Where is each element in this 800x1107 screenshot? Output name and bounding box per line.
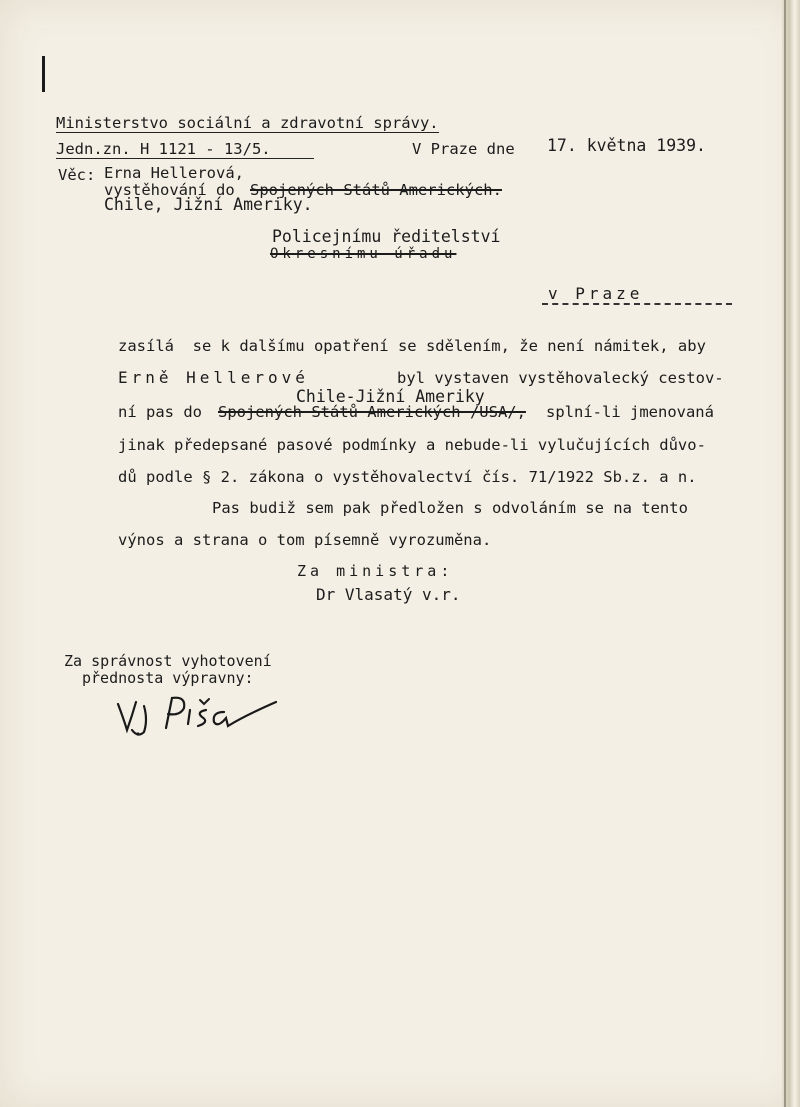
- body-line3b: splní-li jmenovaná: [546, 403, 714, 421]
- handwritten-signature: [114, 690, 284, 740]
- recipient-line1: Policejnímu ředitelství: [272, 227, 501, 246]
- certification-line2: přednosta výpravny:: [82, 669, 254, 687]
- emigration-prefix: vystěhování do: [104, 181, 235, 199]
- certification-line1: Za správnost vyhotovení: [64, 652, 272, 670]
- body-name: Erně Hellerové: [118, 368, 309, 387]
- recipient-line2-struck: Okresnímu úřadu: [270, 246, 457, 262]
- body-line4: jinak předepsané pasové podmínky a nebude-li vylučujících důvo-: [118, 436, 706, 454]
- place-date-label: V Praze dne: [412, 140, 515, 158]
- emigration-destination: Chile, Jižní Ameriky.: [104, 195, 313, 214]
- body-line2: byl vystaven vystěhovalecký cestov-: [397, 369, 724, 387]
- recipient-city: v Praze: [548, 284, 644, 303]
- destination-insertion: Chile-Jižní Ameriky: [296, 387, 485, 406]
- document-date: 17. května 1939.: [547, 136, 706, 155]
- signatory: Dr Vlasatý v.r.: [316, 585, 461, 604]
- subject-label: Věc:: [58, 166, 96, 184]
- emigration-struck: Spojených Států Amerických.: [250, 181, 502, 199]
- reference-number: Jedn.zn. H 1121 - 13/5.: [56, 140, 314, 159]
- body-line3-struck: Spojených Států Amerických /USA/,: [218, 403, 526, 421]
- body-line6: Pas budiž sem pak předložen s odvoláním se na tento: [212, 499, 688, 517]
- ministry-heading: Ministerstvo sociální a zdravotní správy.: [56, 114, 439, 132]
- margin-mark: [42, 56, 45, 92]
- for-minister: Za ministra:: [297, 562, 454, 580]
- body-line5: dů podle § 2. zákona o vystěhovalectví čís. 71/1922 Sb.z. a n.: [118, 468, 697, 486]
- body-line1: zasílá se k dalšímu opatření se sdělením, že není námitek, aby: [118, 337, 706, 355]
- body-line7: výnos a strana o tom písemně vyrozuměna.: [118, 531, 492, 549]
- subject-name: Erna Hellerová,: [104, 164, 244, 182]
- city-underline: [542, 303, 732, 305]
- body-line3a: ní pas do: [118, 403, 202, 421]
- paper-edge-line: [784, 0, 786, 1107]
